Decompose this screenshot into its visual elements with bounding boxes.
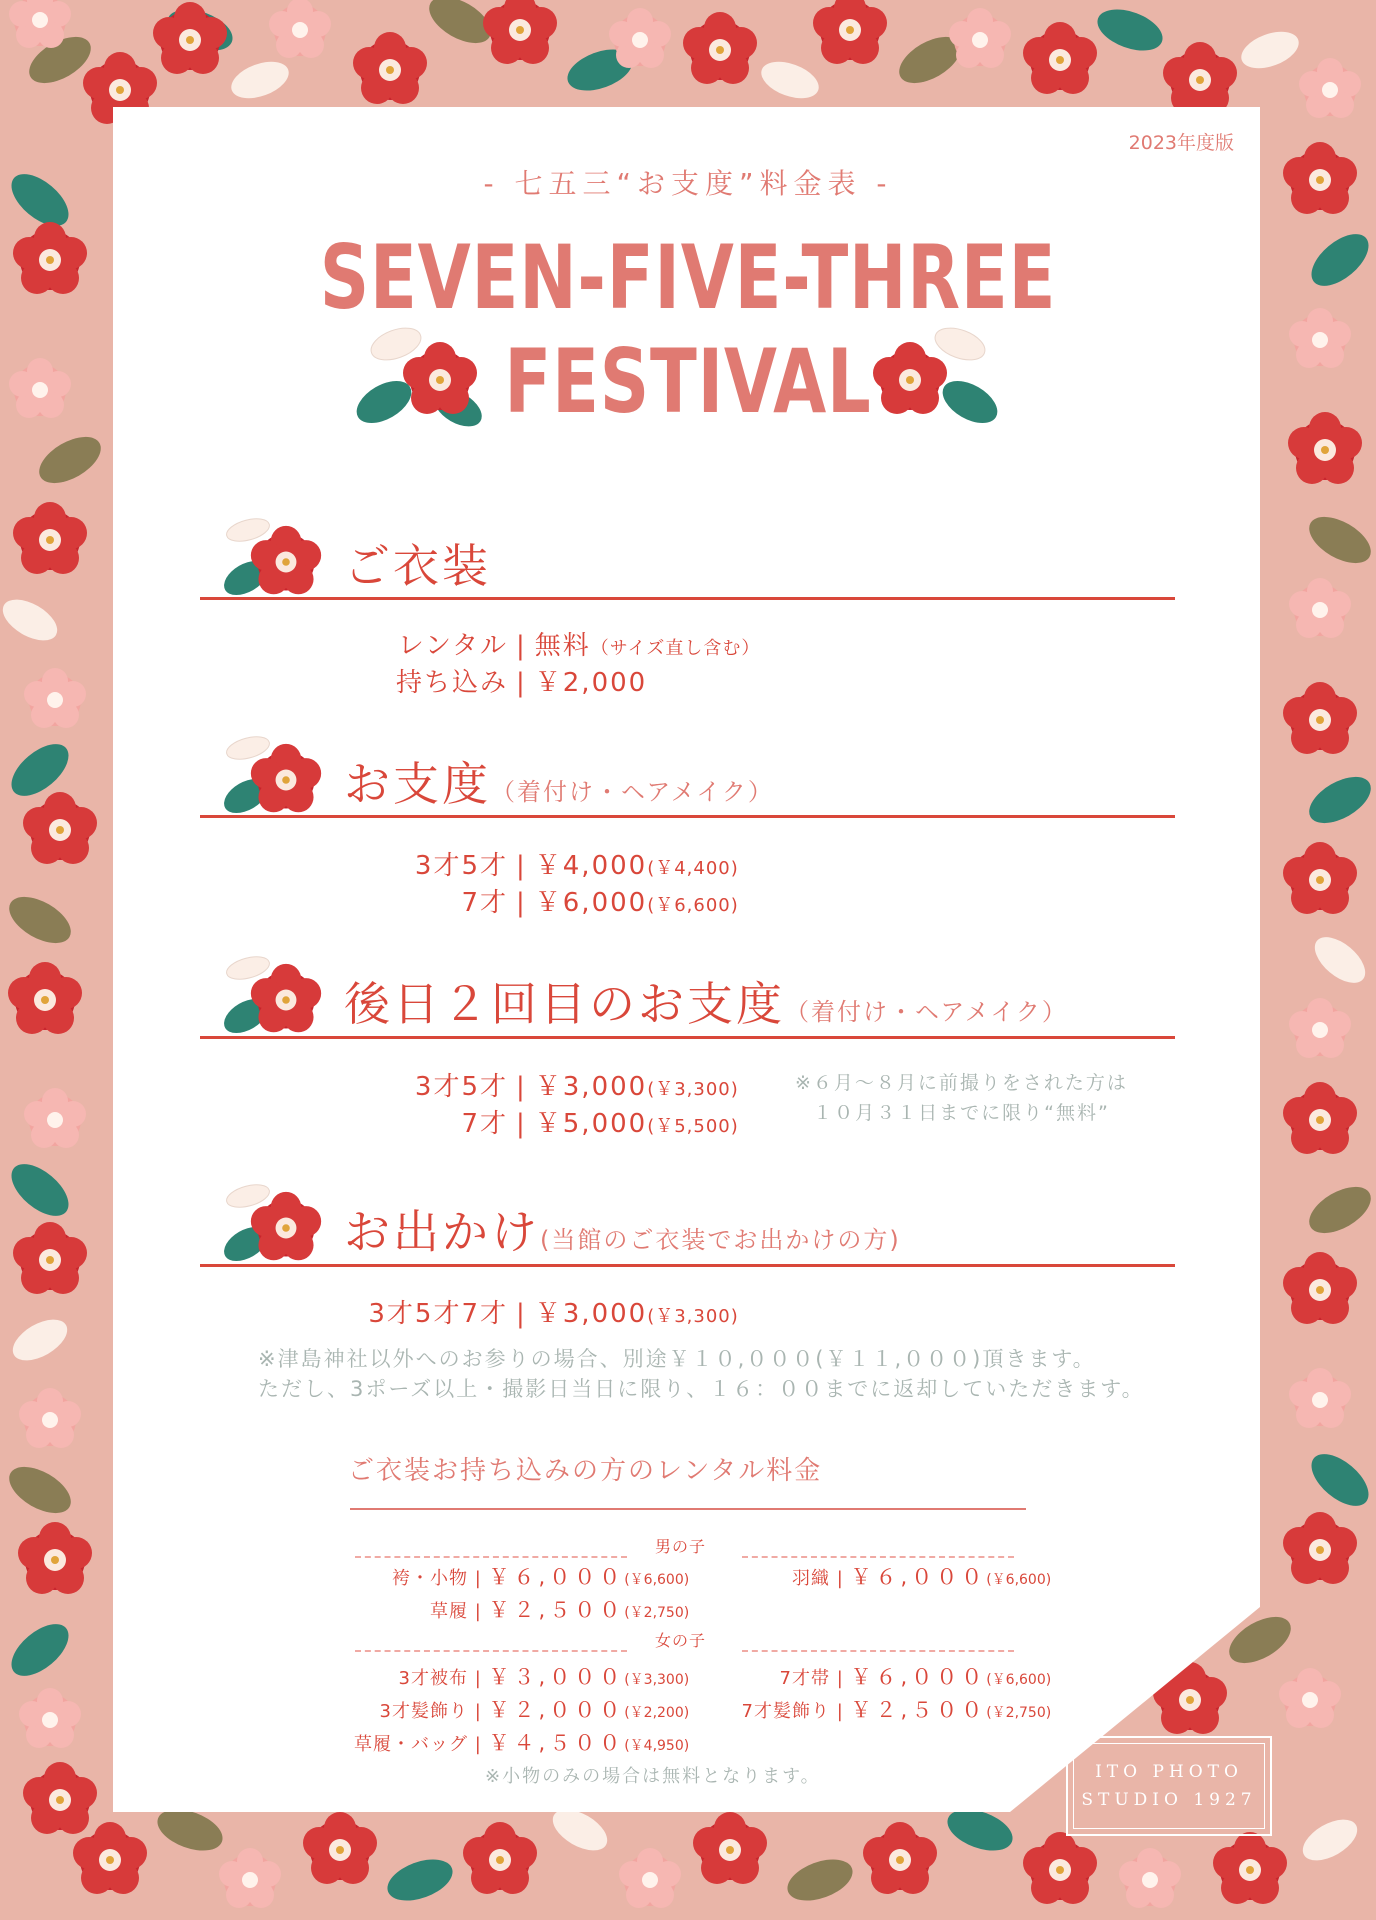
rental-item: 7才髪飾り | ￥２,５００(￥2,750) bbox=[741, 1698, 1052, 1722]
title-line1: SEVEN-FIVE-THREE bbox=[319, 226, 1057, 329]
outing-remarks: ※津島神社以外へのお参りの場合、別途￥１０,０００(￥１１,０００)頂きます。 ただし、3ポーズ以上・撮影日当日に限り、１６：００までに返却していただきます。 bbox=[258, 1347, 1145, 1401]
price-row: 3才5才7才 | ￥3,000(￥3,300) bbox=[368, 1299, 739, 1329]
price-row: 持ち込み | ￥2,000 bbox=[395, 668, 648, 698]
stamp-line2: STUDIO 1927 bbox=[1081, 1790, 1257, 1810]
section-dressing-title: お支度（着付け・ヘアメイク） bbox=[344, 757, 774, 811]
accessories-footnote: ※小物のみの場合は無料となります。 bbox=[485, 1766, 821, 1787]
rental-item: 3才被布 | ￥３,０００(￥3,300) bbox=[398, 1665, 690, 1689]
rental-item: 草履 | ￥２,５００(￥2,750) bbox=[430, 1598, 690, 1622]
girls-label: 女の子 bbox=[655, 1631, 707, 1650]
boys-label: 男の子 bbox=[655, 1537, 707, 1556]
rental-item: 袴・小物 | ￥６,０００(￥6,600) bbox=[392, 1565, 690, 1589]
section-divider bbox=[200, 815, 1175, 818]
section-divider bbox=[200, 597, 1175, 600]
price-row: レンタル | 無料（サイズ直し含む） bbox=[397, 631, 761, 661]
flower-ornament-right-icon bbox=[860, 318, 1000, 438]
section-divider bbox=[200, 1036, 1175, 1039]
price-row: 3才5才 | ￥4,000(￥4,400) bbox=[414, 851, 739, 881]
dashed-divider bbox=[742, 1650, 1014, 1652]
section-flower-icon bbox=[214, 1176, 334, 1276]
subtitle: - 七五三“お支度”料金表 - bbox=[483, 167, 893, 200]
rental-item: 3才髪飾り | ￥２,０００(￥2,200) bbox=[379, 1698, 690, 1722]
price-row: 7才 | ￥5,000(￥5,500) bbox=[461, 1109, 739, 1139]
dashed-divider bbox=[355, 1556, 627, 1558]
rental-item: 羽織 | ￥６,０００(￥6,600) bbox=[792, 1565, 1052, 1589]
stamp-line1: ITO PHOTO bbox=[1095, 1762, 1243, 1782]
title-line2: FESTIVAL bbox=[504, 330, 872, 433]
section-flower-icon bbox=[214, 948, 334, 1048]
rental-item: 7才帯 | ￥６,０００(￥6,600) bbox=[779, 1665, 1052, 1689]
dashed-divider bbox=[355, 1650, 627, 1652]
edition-label: 2023年度版 bbox=[1128, 132, 1234, 154]
section-outing-title: お出かけ(当館のご衣装でお出かけの方) bbox=[344, 1205, 901, 1259]
studio-stamp bbox=[1066, 1736, 1272, 1836]
section-flower-icon bbox=[214, 728, 334, 828]
flower-ornament-left-icon bbox=[348, 318, 488, 438]
section-costume-title: ご衣装 bbox=[344, 539, 491, 593]
price-row: 7才 | ￥6,000(￥6,600) bbox=[461, 888, 739, 918]
dashed-divider bbox=[742, 1556, 1014, 1558]
early-shoot-note: ※６月～８月に前撮りをされた方は １０月３１日までに限り“無料” bbox=[795, 1072, 1128, 1124]
section-flower-icon bbox=[214, 510, 334, 610]
rental-item: 草履・バッグ | ￥４,５００(￥4,950) bbox=[354, 1731, 690, 1755]
section-divider bbox=[200, 1264, 1175, 1267]
rental-divider bbox=[350, 1508, 1026, 1510]
section-second-dressing-title: 後日２回目のお支度（着付け・ヘアメイク） bbox=[344, 977, 1068, 1031]
rental-title: ご衣装お持ち込みの方のレンタル料金 bbox=[348, 1456, 823, 1486]
price-row: 3才5才 | ￥3,000(￥3,300) bbox=[414, 1072, 739, 1102]
